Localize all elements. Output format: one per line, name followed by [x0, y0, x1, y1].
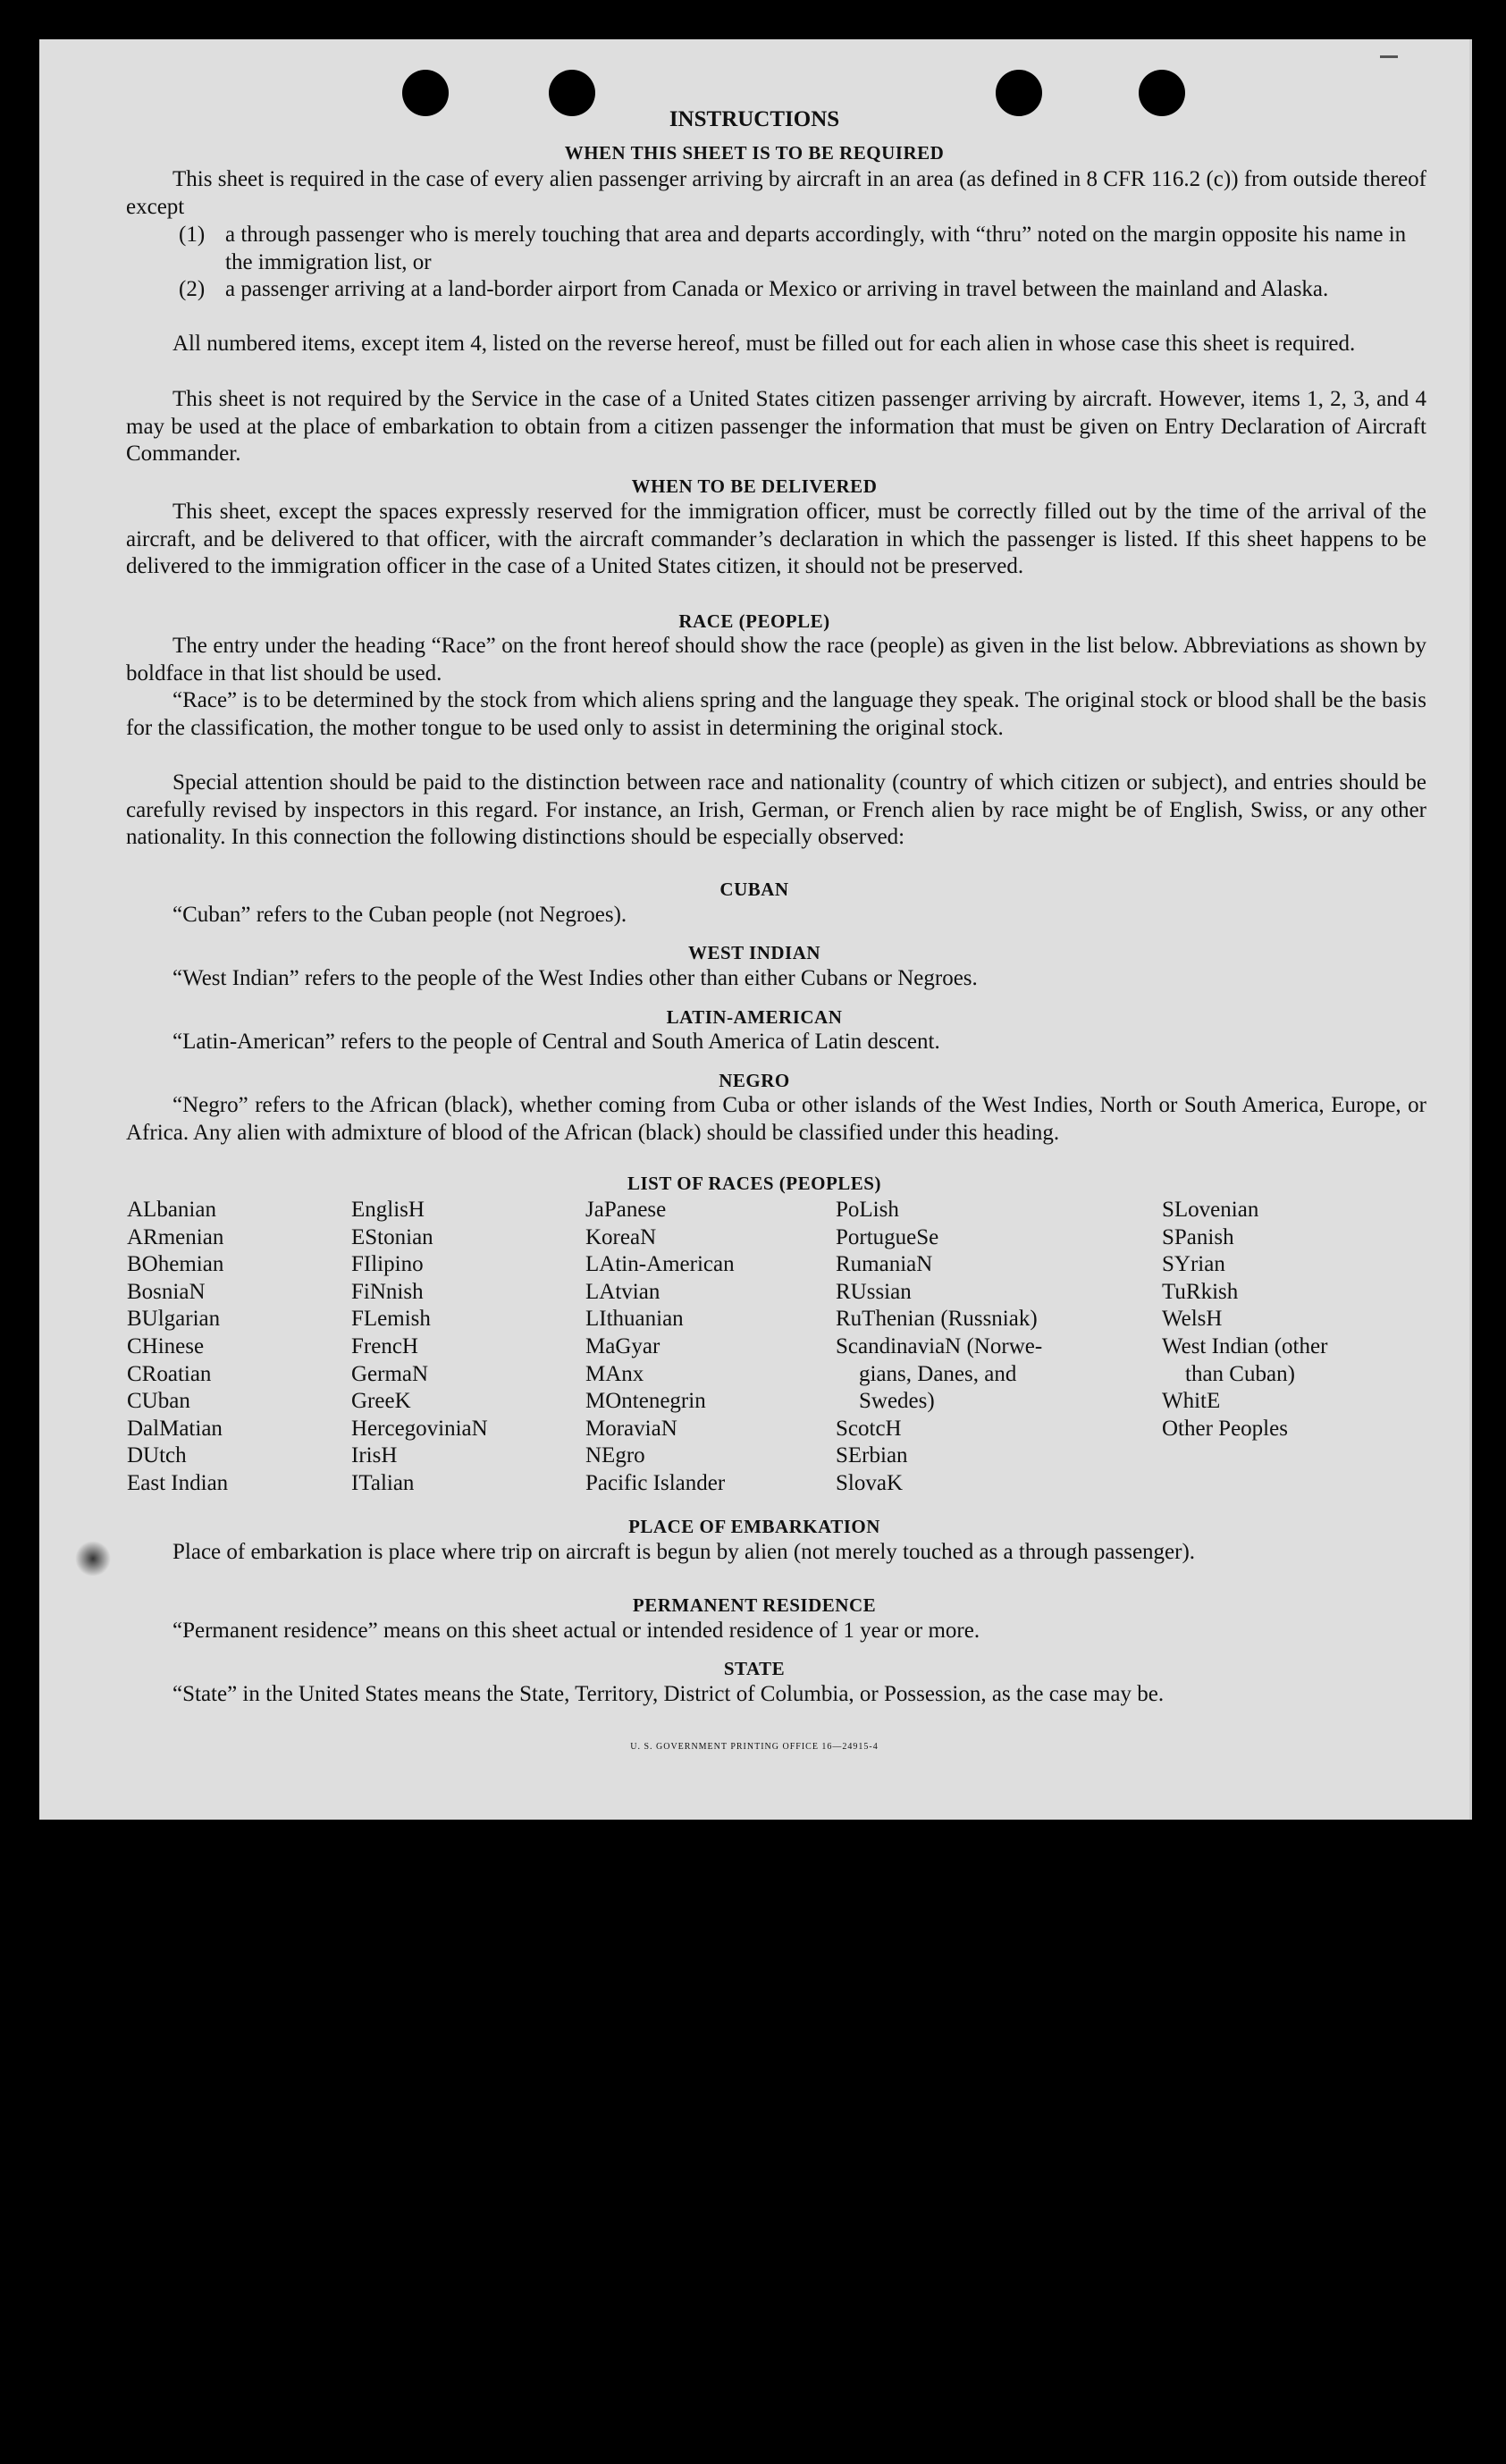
race-entry: EStonian	[351, 1224, 433, 1249]
paragraph: Special attention should be paid to the distinction between race and nationality (country of which citizen or subject), and entries should be carefully revised by inspectors in this regard. For instance, an Irish, German, or French alien by race might be of English, Swiss, or any other nationality. In this connection the following distinctions should be especially observed:	[126, 770, 1426, 850]
race-entry: CRoatian	[127, 1361, 212, 1386]
race-entry: CUban	[127, 1389, 190, 1414]
paragraph: “Permanent residence” means on this sheet actual or intended residence of 1 year or more.	[172, 1619, 980, 1643]
race-column	[836, 1197, 1042, 1498]
paragraph: “Negro” refers to the African (black), whether coming from Cuba or other islands of the West Indies, North or South America, Europe, or Africa. Any alien with admixture of blood of the African (black) should be classified under this heading.	[126, 1093, 1426, 1145]
race-entry: HercegoviniaN	[351, 1416, 488, 1441]
race-entry: West Indian (other	[1162, 1333, 1328, 1358]
race-entry: PortugueSe	[836, 1224, 939, 1249]
race-entry: SPanish	[1162, 1224, 1234, 1249]
race-entry: BosniaN	[127, 1279, 206, 1304]
smudge-mark	[75, 1541, 111, 1577]
paragraph: This sheet, except the spaces expressly reserved for the immigration officer, must be correctly filled out by the time of the arrival of the aircraft, and be delivered to that officer, with the aircraft commander’s declaration in which the passenger is listed. If this sheet happens to be delivered to the immigration officer in the case of a United States citizen, it should not be preserved.	[126, 500, 1426, 579]
paragraph: “West Indian” refers to the people of the West Indies other than either Cubans or Negroes.	[172, 966, 978, 990]
race-entry: RumaniaN	[836, 1252, 933, 1277]
race-entry: ITalian	[351, 1470, 415, 1495]
race-entry: BOhemian	[127, 1252, 224, 1277]
race-entry: NEgro	[585, 1443, 645, 1468]
race-entry: FLemish	[351, 1307, 431, 1332]
item-number: (2)	[179, 277, 206, 301]
race-entry: WelsH	[1162, 1307, 1223, 1332]
paragraph: This sheet is required in the case of every alien passenger arriving by aircraft in an area (as defined in 8 CFR 116.2 (c)) from outside thereof except	[126, 167, 1426, 219]
race-entry: MOntenegrin	[585, 1389, 706, 1414]
section-heading: WEST INDIAN	[687, 942, 821, 963]
paragraph: Place of embarkation is place where trip on aircraft is begun by alien (not merely touched as a through passenger).	[172, 1540, 1196, 1564]
race-entry: LAtvian	[585, 1279, 660, 1304]
race-entry: ARmenian	[127, 1224, 224, 1249]
paragraph: “Race” is to be determined by the stock from which aliens spring and the language they speak. The original stock or blood shall be the basis for the classification, the mother tongue to be used only to assist in determining the original stock.	[126, 688, 1426, 740]
race-entry: FiNnish	[351, 1279, 424, 1304]
race-entry: DUtch	[127, 1443, 187, 1468]
section-heading: PERMANENT RESIDENCE	[632, 1594, 877, 1616]
race-entry: PoLish	[836, 1198, 899, 1222]
race-entry: MaGyar	[585, 1333, 660, 1358]
race-entry: SlovaK	[836, 1470, 903, 1495]
race-entry: FIlipino	[351, 1252, 424, 1277]
race-entry: GermaN	[351, 1361, 429, 1386]
section-heading: LIST OF RACES (PEOPLES)	[627, 1173, 881, 1194]
paragraph: This sheet is not required by the Service in the case of a United States citizen passenger arriving by aircraft. However, items 1, 2, 3, and 4 may be used at the place of embarkation to obtain from a citizen passenger the information that must be given on Entry Declaration of Aircraft Commander.	[126, 387, 1426, 467]
race-entry: East Indian	[127, 1470, 229, 1495]
race-entry: ScandinaviaN (Norwe-	[836, 1333, 1043, 1358]
section-heading: CUBAN	[719, 879, 789, 900]
item-number: (1)	[179, 223, 206, 247]
race-entry: Pacific Islander	[585, 1470, 726, 1495]
race-column	[585, 1197, 735, 1498]
race-entry: Other Peoples	[1162, 1416, 1288, 1441]
race-entry: gians, Danes, and	[859, 1361, 1017, 1386]
race-entry: IrisH	[351, 1443, 398, 1468]
race-entry: RuThenian (Russniak)	[836, 1307, 1038, 1332]
section-heading: STATE	[723, 1658, 786, 1679]
race-entry: CHinese	[127, 1333, 205, 1358]
race-entry: LIthuanian	[585, 1307, 684, 1332]
race-column	[351, 1197, 488, 1498]
race-entry: Swedes)	[859, 1389, 935, 1414]
race-entry: SErbian	[836, 1443, 908, 1468]
race-entry: SLovenian	[1162, 1198, 1259, 1222]
race-entry: BUlgarian	[127, 1307, 221, 1332]
race-entry: ScotcH	[836, 1416, 902, 1441]
section-heading: NEGRO	[719, 1070, 790, 1091]
paragraph: “Latin-American” refers to the people of Central and South America of Latin descent.	[172, 1030, 940, 1054]
race-entry: JaPanese	[585, 1198, 667, 1222]
paragraph: All numbered items, except item 4, listed on the reverse hereof, must be filled out for each alien in whose case this sheet is required.	[172, 332, 1356, 356]
race-entry: than Cuban)	[1185, 1361, 1295, 1386]
section-heading: LATIN-AMERICAN	[666, 1006, 843, 1028]
race-entry: WhitE	[1162, 1389, 1221, 1414]
race-entry: RUssian	[836, 1279, 912, 1304]
section-heading: PLACE OF EMBARKATION	[628, 1516, 880, 1537]
race-entry: FrencH	[351, 1333, 418, 1358]
paragraph: “Cuban” refers to the Cuban people (not Negroes).	[172, 903, 627, 927]
race-entry: SYrian	[1162, 1252, 1225, 1277]
smudge-mark	[1380, 55, 1398, 58]
printer-imprint: U. S. GOVERNMENT PRINTING OFFICE 16—24915-4	[630, 1742, 879, 1752]
paragraph: The entry under the heading “Race” on the front hereof should show the race (people) as given in the list below. Abbreviations as shown by boldface in that list should be used.	[126, 634, 1426, 685]
item-text: a through passenger who is merely touching that area and departs accordingly, with “thru” noted on the margin opposite his name in the immigration list, or	[225, 223, 1407, 274]
instruction-sheet	[39, 39, 1472, 1820]
item-text: a passenger arriving at a land-border airport from Canada or Mexico or arriving in travel between the mainland and Alaska.	[225, 277, 1329, 301]
race-entry: DalMatian	[127, 1416, 223, 1441]
race-entry: LAtin-American	[585, 1252, 735, 1277]
race-entry: KoreaN	[585, 1224, 657, 1249]
race-entry: MoraviaN	[585, 1416, 677, 1441]
race-entry: EnglisH	[351, 1198, 425, 1222]
race-entry: GreeK	[351, 1389, 411, 1414]
list-item	[179, 276, 1427, 304]
race-entry: MAnx	[585, 1361, 644, 1386]
section-heading: WHEN THIS SHEET IS TO BE REQUIRED	[564, 142, 945, 164]
race-column	[127, 1197, 228, 1498]
race-entry: TuRkish	[1162, 1279, 1239, 1304]
race-column	[1162, 1197, 1327, 1442]
race-entry: ALbanian	[127, 1198, 216, 1222]
section-heading: RACE (PEOPLE)	[678, 610, 830, 632]
page-title: INSTRUCTIONS	[669, 107, 840, 131]
section-heading: WHEN TO BE DELIVERED	[631, 475, 878, 497]
paragraph: “State” in the United States means the State, Territory, District of Columbia, or Possession, as the case may be.	[172, 1682, 1165, 1706]
list-item	[179, 222, 1427, 276]
